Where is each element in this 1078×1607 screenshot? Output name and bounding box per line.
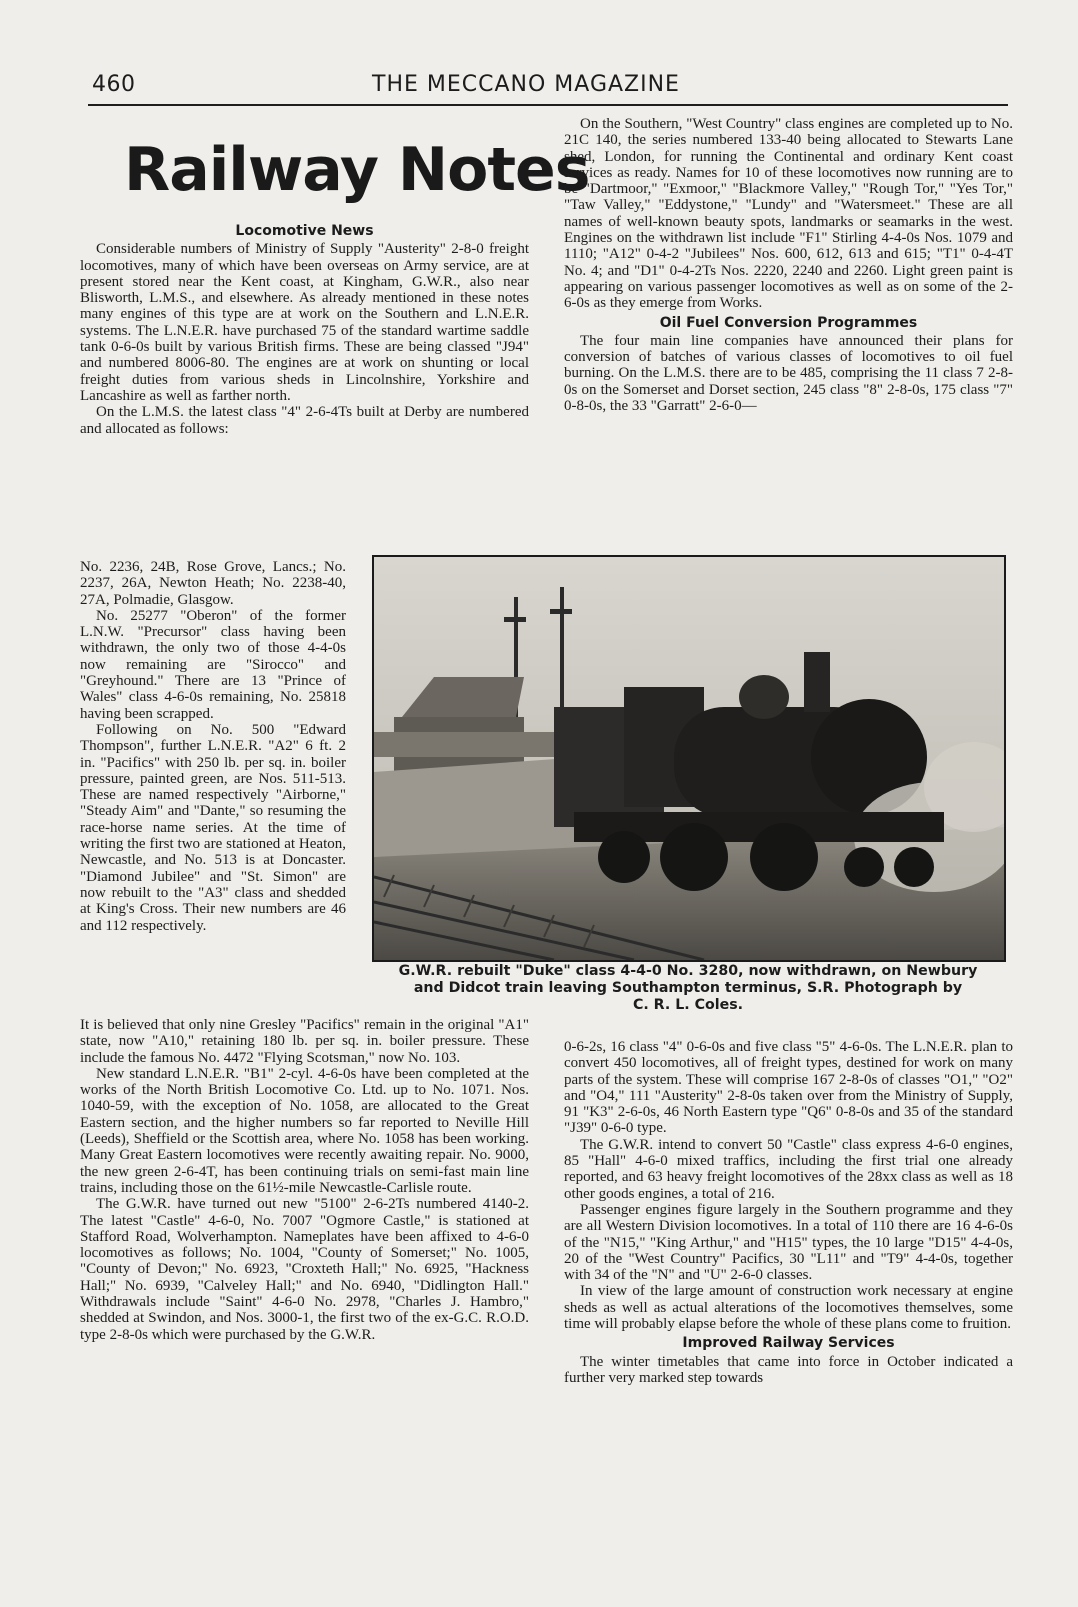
paragraph: On the L.M.S. the latest class "4" 2-6-4Ts built at Derby are numbered and allocated as follows:	[80, 404, 529, 437]
locomotive-image	[374, 557, 1004, 960]
paragraph: The G.W.R. have turned out new "5100" 2-6-2Ts numbered 4140-2. The latest "Castle" 4-6-0, No. 7007 "Ogmore Castle," is stationed at Stafford Road, Wolverhampton. Nameplates have been affixed to 4-6-0 locomotives as follows; No. 1004, "County of Somerset;" No. 1005, "County of Devon;" No. 6923, "Croxteth Hall;" No. 6925, "Hackness Hall;" No. 6939, "Calveley Hall;" and No. 6940, "Didlington Hall." Withdrawals include "Saint" 4-6-0 No. 2978, "Charles J. Hambro," shedded at Swindon, and Nos. 3000-1, the first two of the ex-G.C. R.O.D. type 2-8-0s which were purchased by the G.W.R.	[80, 1196, 529, 1343]
paragraph: It is believed that only nine Gresley "Pacifics" remain in the original "A1" state, now "A10," retaining 180 lb. per sq. in. boiler pressure. These include the famous No. 4472 "Flying Scotsman," now No. 103.	[80, 1017, 529, 1066]
caption-line: C. R. L. Coles.	[632, 997, 744, 1013]
paragraph: Following on No. 500 "Edward Thompson", further L.N.E.R. "A2" 6 ft. 2 in. "Pacifics" with 250 lb. per sq. in. boiler pressure, painted green, are Nos. 511-513. These are named respectively "Airborne," "Steady Aim" and "Dante," so resuming the race-horse name series. At the time of writing the first two are stationed at Heaton, Newcastle, and No. 513 is at Doncaster. "Diamond Jubilee" and "St. Simon" are now rebuilt to the "A3" class and shedded at King's Cross. Their new numbers are 46 and 112 respectively.	[80, 721, 346, 934]
improved-services-heading: Improved Railway Services	[682, 1335, 895, 1352]
paragraph: The winter timetables that came into force in October indicated a further very marked step towards	[564, 1353, 1013, 1386]
left-column-top	[80, 220, 529, 437]
right-column-bottom	[564, 1039, 1013, 1386]
header-rule	[88, 104, 1008, 106]
left-column-bottom	[80, 1017, 529, 1343]
left-column-narrow	[80, 559, 346, 934]
locomotive-news-heading: Locomotive News	[235, 223, 374, 239]
caption-line: and Didcot train leaving Southampton terminus, S.R. Photograph by	[413, 980, 963, 996]
page-number: 460	[92, 72, 136, 97]
paragraph: No. 25277 "Oberon" of the former L.N.W. "Precursor" class having been withdrawn, the only two of those 4-4-0s now remaining are "Sirocco" and "Greyhound." There are 13 "Prince of Wales" class 4-6-0s remaining, No. 25818 having been scrapped.	[80, 607, 346, 722]
caption-line: G.W.R. rebuilt "Duke" class 4-4-0 No. 3280, now withdrawn, on Newbury	[398, 963, 978, 979]
locomotive-photograph	[372, 555, 1006, 962]
right-column-top	[564, 116, 1013, 414]
paragraph: The four main line companies have announced their plans for conversion of batches of various classes of locomotives to oil fuel burning. On the L.M.S. there are to be 485, comprising the 11 class 7 2-8-0s on the Somerset and Dorset section, 245 class "8" 2-8-0s, 175 class "7" 0-8-0s, the 33 "Garratt" 2-6-0—	[564, 332, 1013, 415]
photo-caption	[372, 963, 1004, 1014]
article-title: Railway Notes	[124, 135, 590, 205]
paragraph: No. 2236, 24B, Rose Grove, Lancs.; No. 2237, 26A, Newton Heath; No. 2238-40, 27A, Polmadie, Glasgow.	[80, 559, 346, 608]
paragraph: On the Southern, "West Country" class engines are completed up to No. 21C 140, the series numbered 133-40 being allocated to Stewarts Lane shed, London, for running the Continental and ordinary Kent coast services as ready. Names for 10 of these locomotives now running are to be "Dartmoor," "Exmoor," "Blackmore Valley," "Rough Tor," "Yes Tor," "Taw Valley," "Eddystone," "Lundy" and "Watersmeet." These are all names of well-known beauty spots, landmarks or seamarks in the west. Engines on the withdrawn list include "F1" Stirling 4-4-0s Nos. 1079 and 1110; "A12" 0-4-2 "Jubilees" Nos. 600, 612, 613 and 615; "T1" 0-4-4T No. 4; and "D1" 0-4-2Ts Nos. 2220, 2240 and 2260. Light green paint is appearing on various passenger locomotives as well as on some of the 2-6-0s as they emerge from Works.	[564, 116, 1013, 312]
magazine-title: THE MECCANO MAGAZINE	[372, 72, 680, 97]
paragraph: Considerable numbers of Ministry of Supply "Austerity" 2-8-0 freight locomotives, many of which have been overseas on Army service, are at present stored near the Kent coast, at Kingham, G.W.R., also near Blisworth, L.M.S., and elsewhere. As already mentioned in these notes many engines of this type are at work on the Southern and L.N.E.R. systems. The L.N.E.R. have purchased 75 of the standard wartime saddle tank 0-6-0s built by various British firms. These are being classed "J94" and numbered 8006-80. The engines are at work on shunting or local freight duties from various sheds in Lincolnshire, Yorkshire and Lancashire as well as farther north.	[80, 241, 529, 404]
paragraph: New standard L.N.E.R. "B1" 2-cyl. 4-6-0s have been completed at the works of the North British Locomotive Co. Ltd. up to No. 1071. Nos. 1040-59, with the exception of No. 1058, are allocated to the Great Eastern section, and the higher numbers so far reported to Neville Hill (Leeds), Sheffield or the Scottish area, where No. 1058 has been working. Many Great Eastern locomotives were recently awaiting repair. No. 9000, the new green 2-6-4T, has been continuing trials on semi-fast main line trains, including those on the 61½-mile Newcastle-Carlisle route.	[80, 1065, 529, 1196]
paragraph: The G.W.R. intend to convert 50 "Castle" class express 4-6-0 engines, 85 "Hall" 4-6-0 mixed traffics, including the first trial one already reported, and 63 heavy freight locomotives of the 28xx class as well as 18 other goods engines, a total of 216.	[564, 1136, 1013, 1202]
oil-fuel-heading: Oil Fuel Conversion Programmes	[659, 314, 918, 331]
paragraph: 0-6-2s, 16 class "4" 0-6-0s and five class "5" 4-6-0s. The L.N.E.R. plan to convert 450 locomotives, all of freight types, destined for work on many parts of the system. These will comprise 167 2-8-0s of classes "O1," "O2" and "O4," 111 "Austerity" 2-8-0s taken over from the Ministry of Supply, 91 "K3" 2-6-0s, 46 North Eastern type "Q6" 0-8-0s and 35 of the standard "J39" 0-6-0 type.	[564, 1039, 1013, 1137]
paragraph: In view of the large amount of construction work necessary at engine sheds as well as actual alterations of the locomotives themselves, some time will probably elapse before the whole of these plans come to fruition.	[564, 1283, 1013, 1333]
paragraph: Passenger engines figure largely in the Southern programme and they are all Western Division locomotives. In a total of 110 there are 16 4-6-0s of the "N15," "King Arthur," and "H15" types, the 10 large "D15" 4-4-0s, 20 of the "West Country" Pacifics, 30 "L11" and "T9" 4-4-0s, together with 34 of the "N" and "U" 2-6-0 classes.	[564, 1201, 1013, 1284]
